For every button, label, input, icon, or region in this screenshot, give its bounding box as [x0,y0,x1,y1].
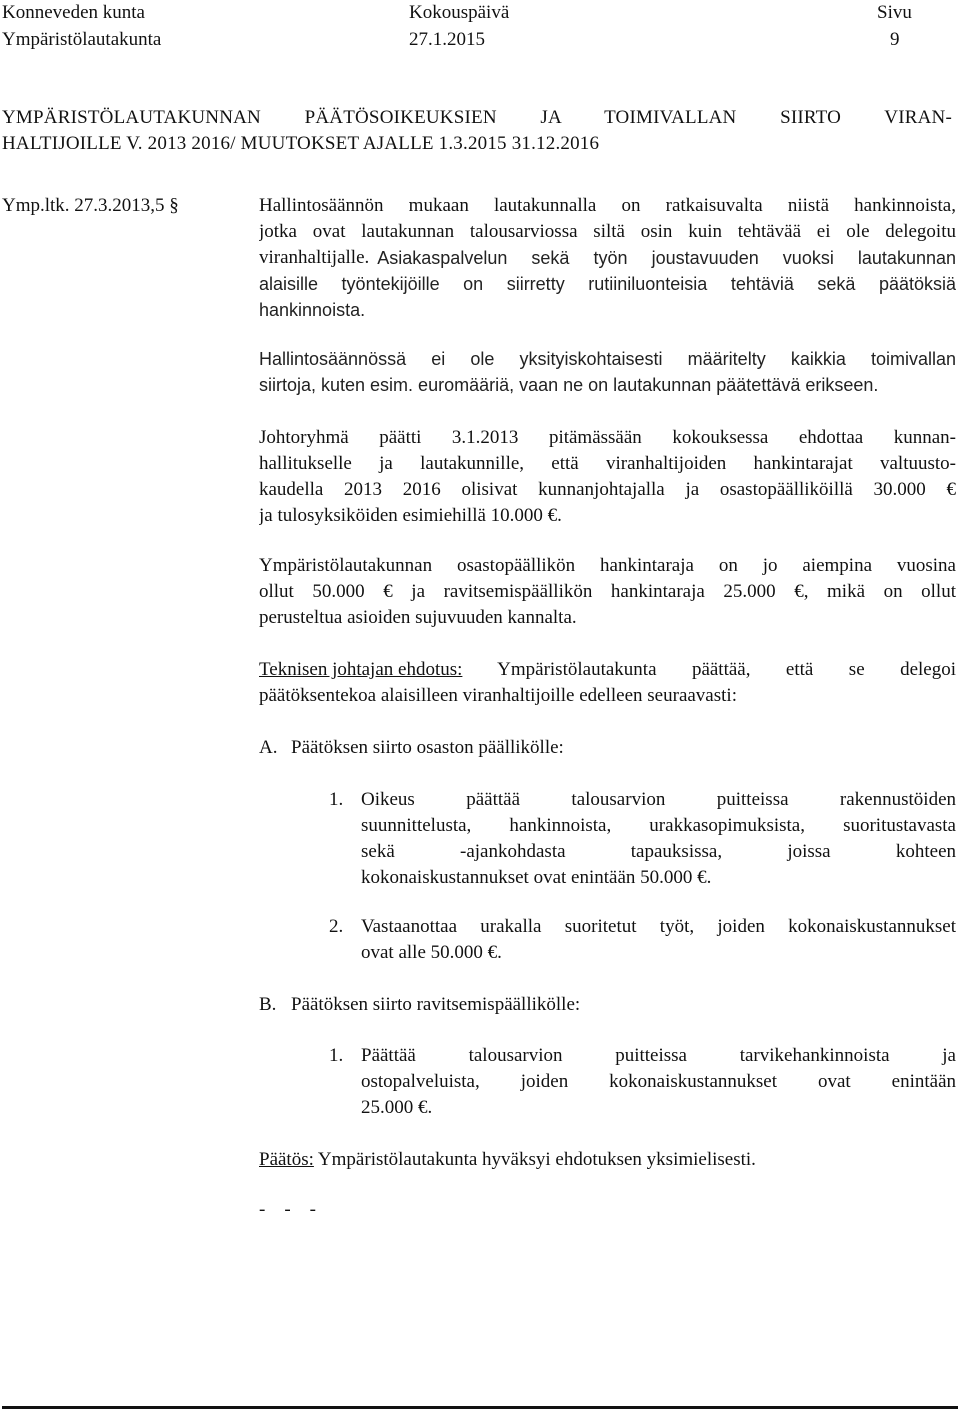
paragraph-line: päätöksentekoa alaisilleen viranhaltijoille edelleen seuraavasti: [259,685,737,706]
section-letter: B. [259,994,277,1015]
decision [259,1147,756,1173]
paragraph-line: hallitukselle ja lautakunnille, että viranhaltijoiden hankintarajat valtuusto- [259,453,956,474]
paragraph-line: hankinnoista. [259,300,366,320]
paragraph-line: jotka ovat lautakunnan talousarviossa siltä osin kuin tehtävää ei ole delegoitu [259,221,956,242]
paragraph-line [259,657,956,683]
item-number: 1. [329,1045,344,1066]
paragraph-line: Hallintosäännössä ei ole yksityiskohtaisesti määritelty kaikkia toimivallan [259,349,956,369]
item-line: ovat alle 50.000 €. [361,942,502,963]
page-number: 9 [890,29,900,50]
municipality-name: Konneveden kunta [2,2,145,23]
paragraph-line: ja tulosyksiköiden esimiehillä 10.000 €. [259,505,562,526]
paragraph-fragment: viranhaltijalle. [259,247,370,268]
paragraph-line: alaisille työntekijöille on siirretty rutiiniluonteisia tehtäviä sekä päätöksiä [259,274,956,294]
proposal-label: Teknisen johtajan ehdotus: [259,659,463,680]
paragraph-3 [259,425,956,529]
section-a-item-2 [329,914,956,966]
document-title-line-2: HALTIJOILLE V. 2013 2016/ MUUTOKSET AJALLE 1.3.2015 31.12.2016 [2,133,600,154]
proposal-paragraph [259,657,956,709]
item-line: Vastaanottaa urakalla suoritetut työt, joiden kokonaiskustannukset [361,916,956,937]
item-line: kokonaiskustannukset ovat enintään 50.000 €. [361,867,712,888]
paragraph-2 [259,346,956,398]
section-b-item-1 [329,1043,956,1121]
meeting-date: 27.1.2015 [409,29,485,50]
paragraph-fragment: Asiakaspalvelun sekä työn joustavuuden vuoksi lautakunnan [377,248,956,268]
paragraph-fragment: Ympäristölautakunta päättää, että se delegoi [462,659,956,680]
paragraph-line [259,245,956,271]
decision-text: Ympäristölautakunta hyväksyi ehdotuksen yksimielisesti. [313,1149,756,1170]
item-line: Päättää talousarvion puitteissa tarvikehankinnoista ja [361,1045,956,1066]
paragraph-line: ollut 50.000 € ja ravitsemispäällikön hankintaraja 25.000 €, mikä on ollut [259,581,956,602]
board-name: Ympäristölautakunta [2,29,162,50]
end-marks: - - - [259,1199,316,1220]
section-a-heading [259,735,564,761]
section-title: Päätöksen siirto ravitsemispäällikölle: [291,994,581,1015]
item-number: 2. [329,916,344,937]
document-title-line-1: YMPÄRISTÖLAUTAKUNNAN PÄÄTÖSOIKEUKSIEN JA TOIMIVALLAN SIIRTO VIRAN- [2,107,952,128]
section-b-heading [259,992,580,1018]
paragraph-1 [259,193,956,323]
paragraph-line: kaudella 2013 2016 olisivat kunnanjohtajalla ja osastopäälliköillä 30.000 € [259,479,956,500]
item-line: 25.000 €. [361,1097,433,1118]
decision-label: Päätös: [259,1149,314,1170]
item-line: Oikeus päättää talousarvion puitteissa rakennustöiden [361,789,956,810]
paragraph-4 [259,553,956,631]
item-line: sekä -ajankohdasta tapauksissa, joissa kohteen [361,841,956,862]
section-a-item-1 [329,787,956,891]
section-letter: A. [259,737,278,758]
meeting-reference: Ymp.ltk. 27.3.2013,5 § [2,195,179,216]
paragraph-line: Hallintosäännön mukaan lautakunnalla on ratkaisuvalta niistä hankinnoista, [259,195,956,216]
paragraph-line: siirtoja, kuten esim. euromääriä, vaan ne on lautakunnan päätettävä erikseen. [259,375,879,395]
item-number: 1. [329,789,344,810]
footer-divider [2,1406,958,1409]
item-line: suunnittelusta, hankinnoista, urakkasopimuksista, suoritustavasta [361,815,956,836]
meeting-date-label: Kokouspäivä [409,2,510,23]
page-label: Sivu [877,2,912,23]
item-line: ostopalveluista, joiden kokonaiskustannukset ovat enintään [361,1071,956,1092]
paragraph-line: perusteltua asioiden sujuvuuden kannalta. [259,607,577,628]
section-title: Päätöksen siirto osaston päällikölle: [291,737,564,758]
paragraph-line: Johtoryhmä päätti 3.1.2013 pitämässään kokouksessa ehdottaa kunnan- [259,427,956,448]
paragraph-line: Ympäristölautakunnan osastopäällikön hankintaraja on jo aiempina vuosina [259,555,956,576]
